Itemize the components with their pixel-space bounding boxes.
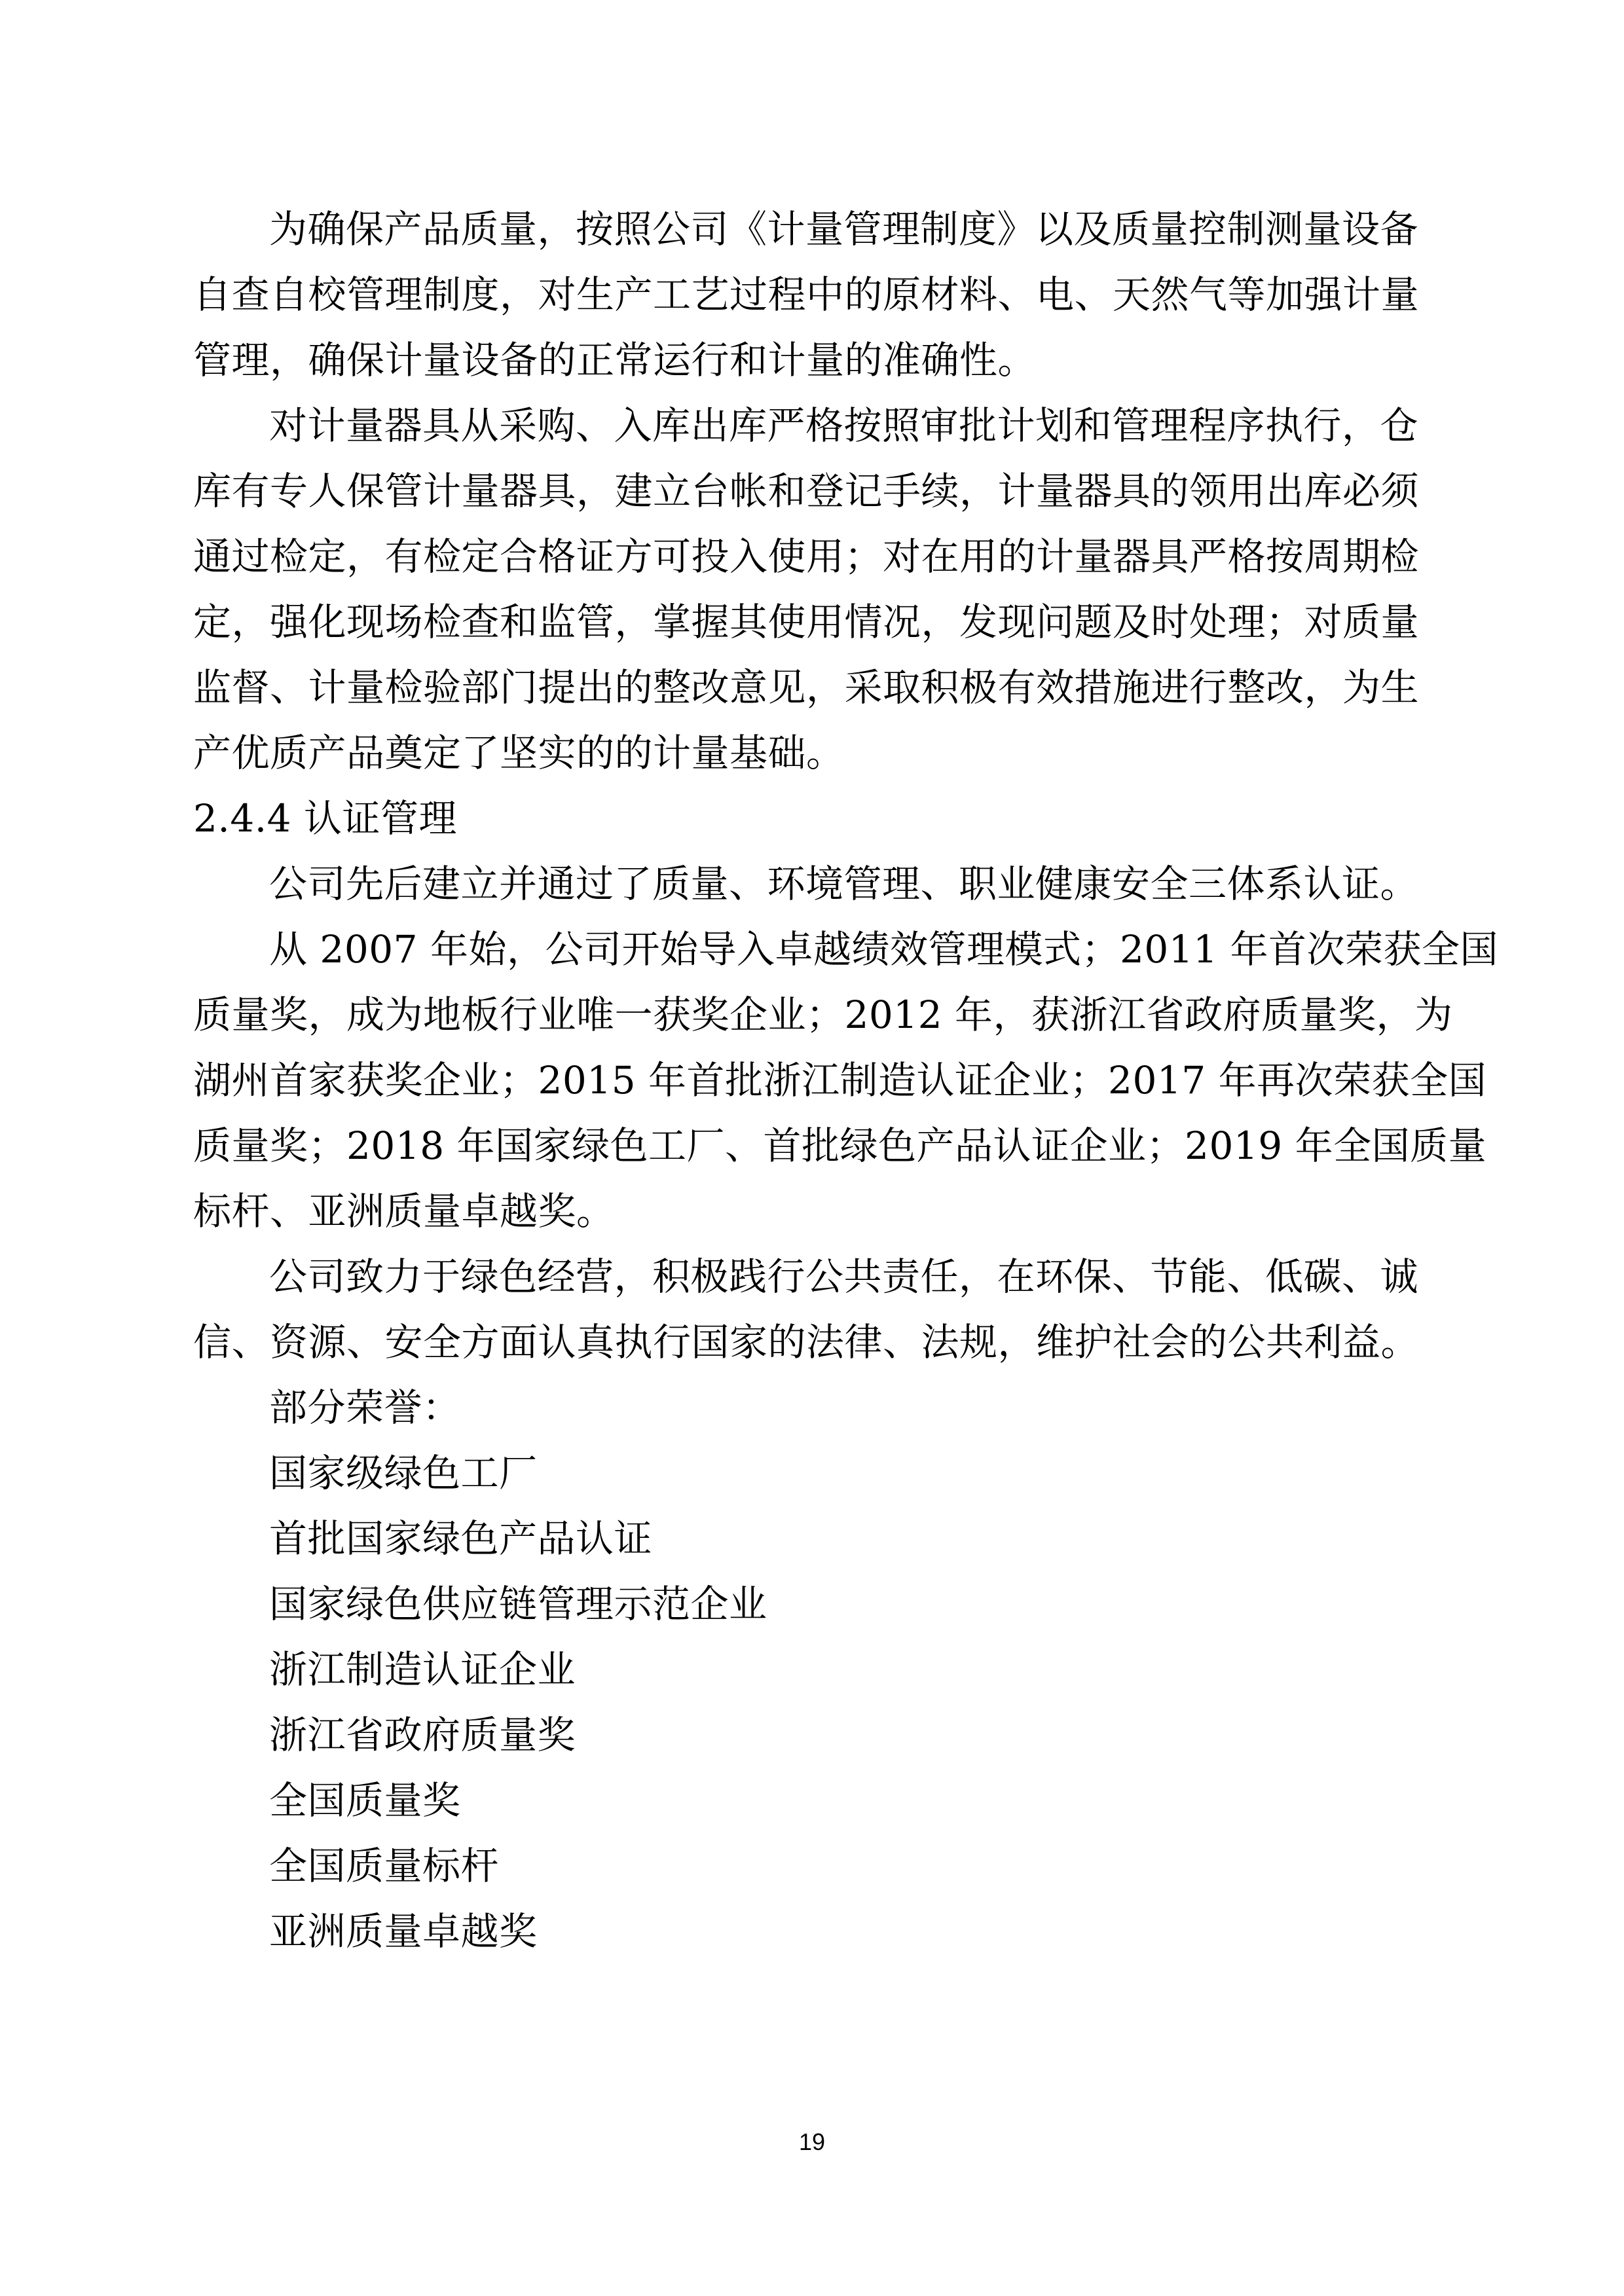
- text-line: 监督、计量检验部门提出的整改意见，采取积极有效措施进行整改，为生: [193, 665, 1420, 710]
- text-line: 从 2007 年始，公司开始导入卓越绩效管理模式；2011 年首次荣获全国: [269, 927, 1499, 972]
- honor-list-item: 全国质量奖: [269, 1778, 461, 1823]
- honor-list-item: 首批国家绿色产品认证: [269, 1516, 653, 1561]
- honor-list-item: 国家级绿色工厂: [269, 1451, 538, 1495]
- honor-list-item: 全国质量标杆: [269, 1844, 500, 1888]
- text-line: 公司先后建立并通过了质量、环境管理、职业健康安全三体系认证。: [269, 862, 1419, 906]
- text-line: 公司致力于绿色经营，积极践行公共责任，在环保、节能、低碳、诚: [269, 1254, 1419, 1299]
- honor-list-item: 浙江省政府质量奖: [269, 1713, 576, 1757]
- text-line: 对计量器具从采购、入库出库严格按照审批计划和管理程序执行，仓: [269, 403, 1419, 448]
- honor-list-item: 浙江制造认证企业: [269, 1647, 576, 1692]
- honor-list-item: 亚洲质量卓越奖: [269, 1909, 538, 1954]
- text-line: 标杆、亚洲质量卓越奖。: [193, 1189, 615, 1233]
- document-body: [193, 196, 1499, 1964]
- text-line: 产优质产品奠定了坚实的的计量基础。: [193, 731, 845, 775]
- text-line: 自查自校管理制度，对生产工艺过程中的原材料、电、天然气等加强计量: [193, 272, 1420, 317]
- text-line: 质量奖；2018 年国家绿色工厂、首批绿色产品认证企业；2019 年全国质量: [193, 1123, 1487, 1168]
- text-line: 为确保产品质量，按照公司《计量管理制度》以及质量控制测量设备: [269, 207, 1419, 251]
- text-line: 通过检定，有检定合格证方可投入使用；对在用的计量器具严格按周期检: [193, 534, 1420, 579]
- honor-list-item: 国家绿色供应链管理示范企业: [269, 1582, 767, 1626]
- page-number: 19: [798, 2128, 826, 2155]
- section-heading: 2.4.4 认证管理: [193, 796, 458, 841]
- text-line: 定，强化现场检查和监管，掌握其使用情况，发现问题及时处理；对质量: [193, 600, 1420, 644]
- text-line: 管理，确保计量设备的正常运行和计量的准确性。: [193, 338, 1037, 382]
- text-line: 信、资源、安全方面认真执行国家的法律、法规，维护社会的公共利益。: [193, 1320, 1420, 1364]
- text-line: 库有专人保管计量器具，建立台帐和登记手续，计量器具的领用出库必须: [193, 469, 1420, 513]
- text-line: 质量奖，成为地板行业唯一获奖企业；2012 年，获浙江省政府质量奖，为: [193, 993, 1453, 1037]
- text-line: 部分荣誉：: [269, 1385, 461, 1430]
- text-line: 湖州首家获奖企业；2015 年首批浙江制造认证企业；2017 年再次荣获全国: [193, 1058, 1487, 1102]
